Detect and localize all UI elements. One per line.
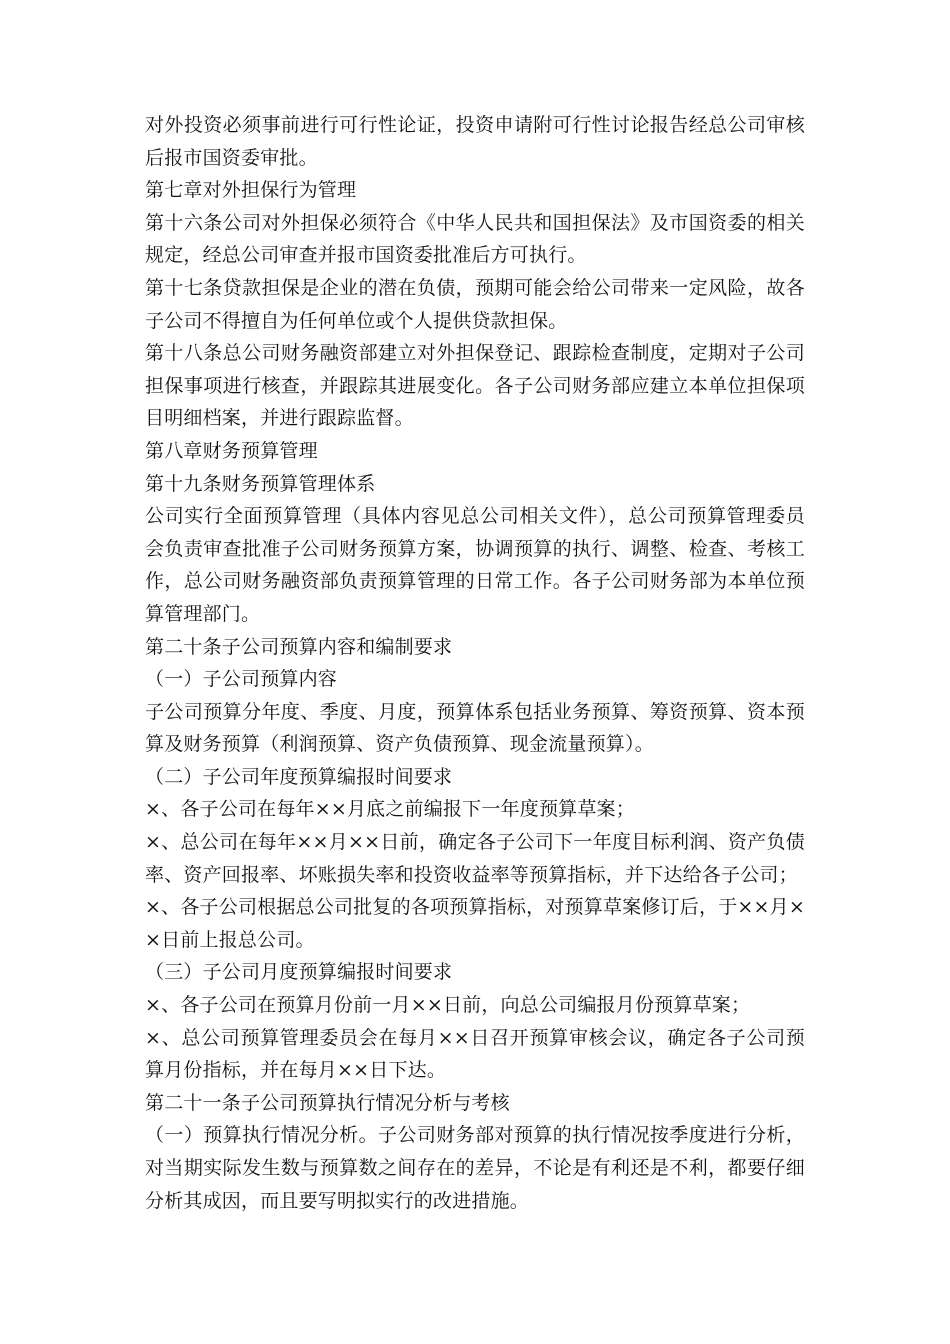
article-21-heading: 第二十一条子公司预算执行情况分析与考核 xyxy=(145,1091,510,1114)
section-2-item-3: ×、各子公司根据总公司批复的各项预算指标，对预算草案修订后，于××月××日前上报总公司。 xyxy=(145,896,805,951)
chapter-7-heading: 第七章对外担保行为管理 xyxy=(145,179,357,202)
section-2-item-1: ×、各子公司在每年××月底之前编报下一年度预算草案； xyxy=(145,798,635,821)
section-1-body: 子公司预算分年度、季度、月度，预算体系包括业务预算、筹资预算、资本预算及财务预算（利润预算、资产负债预算、现金流量预算）。 xyxy=(145,700,805,756)
article-17: 第十七条贷款担保是企业的潜在负债，预期可能会给公司带来一定风险，故各子公司不得擅自为任何单位或个人提供贷款担保。 xyxy=(145,276,805,332)
article-19-body: 公司实行全面预算管理（具体内容见总公司相关文件），总公司预算管理委员会负责审查批准子公司财务预算方案，协调预算的执行、调整、检查、考核工作，总公司财务融资部负责预算管理的日常工作。各子公司财务部为本单位预算管理部门。 xyxy=(145,505,805,625)
section-3-item-1: ×、各子公司在预算月份前一月××日前，向总公司编报月份预算草案； xyxy=(145,994,751,1017)
section-2-heading: （二）子公司年度预算编报时间要求 xyxy=(145,765,453,788)
article-19-heading: 第十九条财务预算管理体系 xyxy=(145,472,376,495)
section-3-item-2: ×、总公司预算管理委员会在每月××日召开预算审核会议，确定各子公司预算月份指标，并在每月××日下达。 xyxy=(145,1026,805,1082)
article-18: 第十八条总公司财务融资部建立对外担保登记、跟踪检查制度，定期对子公司担保事项进行核查，并跟踪其进展变化。各子公司财务部应建立本单位担保项目明细档案，并进行跟踪监督。 xyxy=(145,342,805,430)
section-2-item-2: ×、总公司在每年××月××日前，确定各子公司下一年度目标利润、资产负债率、资产回报率、坏账损失率和投资收益率等预算指标，并下达给各子公司； xyxy=(145,831,805,886)
section-1-heading: （一）子公司预算内容 xyxy=(145,668,338,691)
section-3-heading: （三）子公司月度预算编报时间要求 xyxy=(145,961,453,984)
article-20-heading: 第二十条子公司预算内容和编制要求 xyxy=(145,635,453,658)
document-body xyxy=(145,109,805,1217)
paragraph-investment-feasibility: 对外投资必须事前进行可行性论证，投资申请附可行性讨论报告经总公司审核后报市国资委审批。 xyxy=(145,114,805,169)
article-21-section-1: （一）预算执行情况分析。子公司财务部对预算的执行情况按季度进行分析，对当期实际发生数与预算数之间存在的差异，不论是有利还是不利，都要仔细分析其成因，而且要写明拟实行的改进措施。 xyxy=(145,1124,805,1212)
article-16: 第十六条公司对外担保必须符合《中华人民共和国担保法》及市国资委的相关规定，经总公司审查并报市国资委批准后方可执行。 xyxy=(145,211,805,267)
chapter-8-heading: 第八章财务预算管理 xyxy=(145,439,318,462)
